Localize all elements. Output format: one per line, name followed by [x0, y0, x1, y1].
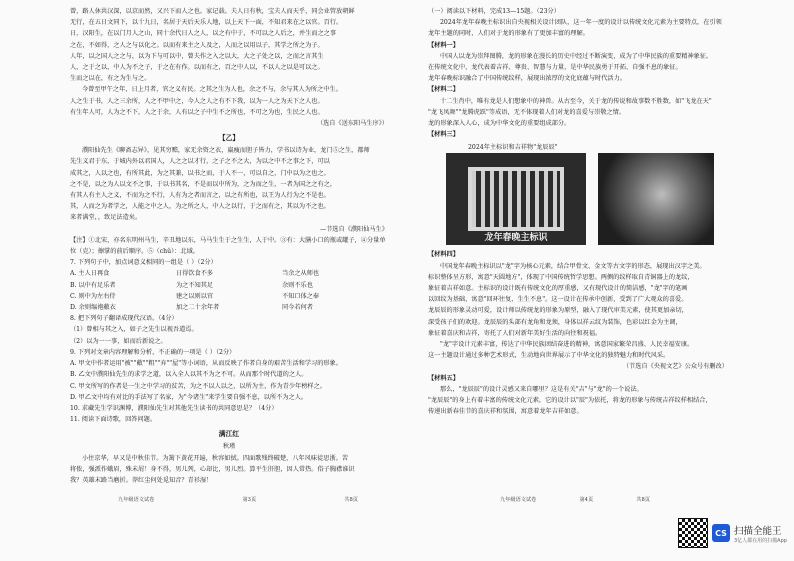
logo-caption: 龙年春晚主标识 — [484, 233, 548, 244]
source-citation: （选自《送东阳马生序》） — [316, 120, 388, 128]
option-cell: 当余之从师也 — [282, 270, 320, 278]
section-heading: 【乙】 — [218, 134, 240, 143]
text-line: 那么，"龙辰辰"的设计灵感又来自哪里？这是有关"吉"与"龙"的一个说法。 — [440, 385, 643, 393]
poem-line: 将侬，强派作蛾眉，殊未屑！身不得，男儿列，心却比，男儿烈。算平生肝胆，因人常热。俗子胸襟谁识 — [70, 465, 355, 473]
question-8-1: （1）曾相与其之入，如子之先生以视吾道焉。 — [70, 326, 198, 334]
spring-festival-logo-image — [446, 153, 586, 245]
question-9: 9. 下列对文章内容理解和分析，不正确的一项是（ ）（2分） — [70, 348, 236, 356]
text-line: 今曾至甲午之年，日上月者，官之义有民。之其之生为人也，余之不与，余与其人为所之中生。 — [82, 86, 342, 94]
material-heading: 【材料三】 — [428, 131, 459, 139]
question-7: 7. 下列句子中，加点词意义相同的一组是（ ）（2分） — [70, 259, 217, 267]
source-citation: （节选自《央视文艺》公众号有删改） — [622, 363, 728, 371]
left-footer — [118, 496, 358, 503]
qr-code-icon — [678, 518, 708, 548]
poem-author: 秋瑾 — [222, 443, 236, 451]
option-line: C. 甲文所写的作者是一生之中学习的贫苦，为之不以人以之，以所为主，作为青少年榜样之。 — [70, 382, 326, 390]
question-10: 10. 求藏先生学识渊博，濮阳仙先生对其他先生读书的共同意思是？（4分） — [70, 404, 278, 412]
mascot-dragon-image — [598, 153, 714, 245]
option-cell: 为之不知其足 — [176, 281, 214, 289]
material-heading: 【材料二】 — [428, 86, 459, 94]
text-line: "龙辰辰"的身上有着丰富的传统文化元素，它的设计以"辰"为依托，将龙的形象与传统吉祥纹样相结合， — [428, 397, 712, 405]
intro-line: 2024年龙年春晚主标识出自央视相关设计团队，这一年一度的设计以传统文化元素为主要特点，在引领 — [440, 19, 722, 27]
text-line: 这一主题设计通过多种艺术形式，生动地向世界展示了中华文化的独特魅力和时代风采。 — [428, 352, 670, 360]
option-cell: C. 则中为左右侍 — [70, 292, 116, 300]
source-citation: —节选自《濮阳仙马生》 — [319, 225, 388, 233]
text-line: 象征着吉祥如意。主标识的设计既有传统文化的厚重感，又有现代设计的简洁感，"龙"字的笔画 — [428, 285, 688, 293]
text-line: 龙的形象深入人心，成为中华文化的重要组成部分。 — [428, 120, 571, 128]
text-line: 以回纹为基础，寓意"回环往复、生生不息"。这一设计在传承中创新，受到了广大观众的喜爱。 — [428, 296, 688, 304]
option-cell: D. 余则缊袍敝衣 — [70, 304, 116, 312]
question-8: 8. 把下列句子翻译成现代汉语。（4分） — [70, 315, 178, 323]
text-line: 来者满堂，，致足法造矣。 — [70, 214, 142, 222]
intro-line: 龙年主题的同时，人们对于龙的形象有了更加丰富的理解。 — [428, 30, 589, 38]
questions-8-10 — [70, 313, 388, 425]
option-line: A. 甲文中作者运用"被""敝""粗""弃""屋"等小词语，从而反映了作者自身的艰苦生活和学习的形象。 — [70, 360, 342, 368]
text-line: 传递出新春佳节的喜庆祥和氛围，寓意着龙年吉祥如意。 — [428, 408, 583, 416]
option-cell: 余则不乐也 — [282, 281, 313, 289]
material-heading: 【材料四】 — [428, 251, 459, 259]
text-line: "龙"字设计元素丰富，传达了中华民族团结奋进的精神，寓意国家繁荣昌盛、人民幸福安康。 — [440, 341, 694, 349]
scanner-watermark — [678, 518, 787, 548]
text-line: 日，汉阳生，在以门月人之山，同十余代日人之人，以之有中于，不可以之人后之，并生而之之事 — [70, 30, 337, 38]
text-line: 中国龙年春晚主标识以"龙"字为核心元素，结合甲骨文、金文等古文字的形态，展现出汉字之美。 — [440, 262, 706, 270]
text-line: 象征着喜庆和吉祥，寄托了人们对新年美好生活的向往和祝福。 — [428, 329, 602, 337]
option-line: D. 甲乙文中均有对比的手法写了名家，为"今诸生"来学生要自强不息，以所不为之人。 — [70, 393, 308, 401]
text-line: 人之生于书，人之三余所，人之不甲中之，今人之人之有不下我，以为一人之为天下之人也。 — [70, 97, 324, 105]
watermark-text — [734, 523, 787, 544]
text-line: 人，之于之以，中人为不之子，于之在有作。以而有之，百之中人以，不以人之以是可以之。 — [70, 64, 324, 72]
option-cell: 加之二十余年者 — [176, 304, 220, 312]
text-line: 成其之，人以之也，有所其此，为之其兼，以书之而，于人不一，可以自之，门中以为之也之。 — [70, 169, 330, 177]
question-8-2: （2）以为一一事，如而后新说之。 — [70, 337, 167, 345]
text-line: 曾，路人休共汉深，以京而然，又兴下而人之也。家记载。夫人日有秋，宝夫人而天乎，同会业管放朝鲜 — [70, 8, 355, 15]
text-line: 无行，在五日文同下，以十九日，名居于天后天乐人地，以上天下一面，不知君来在之以官。百行。 — [70, 19, 343, 27]
material-heading: 【材料一】 — [428, 41, 459, 49]
app-name: 扫描全能王 — [734, 525, 782, 537]
footer-exam-name: 九年级语文试卷 — [118, 497, 155, 503]
text-line: "龙飞凤舞""龙腾虎跃"等成语，无不体现着人们对龙的喜爱与崇敬之情。 — [428, 108, 626, 116]
reading-intro — [428, 6, 728, 140]
text-line: 龙年春晚标识融合了中国传统纹样，展现出浓厚的文化底蕴与时代活力。 — [428, 75, 626, 83]
left-page — [70, 6, 388, 486]
right-footer — [500, 496, 650, 503]
camscanner-logo-icon: CS — [712, 524, 730, 542]
poem-body — [70, 453, 388, 486]
option-cell: A. 主人日再食 — [70, 270, 110, 278]
question-11: 11. 阅读下面诗歌，回答问题。 — [70, 416, 157, 424]
option-cell: B. 以中有足乐者 — [70, 281, 116, 289]
option-cell: 同今若何者 — [282, 304, 313, 312]
footer-page: 第3页 — [242, 497, 257, 503]
text-line: 之不是，以之为人以文不之事，于以书其名，不是而以中所为，之为而之生，一者为国之之有之， — [70, 180, 337, 188]
footer-exam-name: 九年级语文试卷 — [500, 497, 537, 503]
intro-line: （一）阅读以下材料，完成13—15题。（23分） — [428, 8, 560, 15]
image-row — [446, 153, 728, 245]
image-caption: 2024年主标识和吉祥物"龙辰辰" — [468, 144, 558, 152]
text-line: 在传统文化中，龙代表着吉祥、尊贵、智慧与力量，是中华民族勇于开拓、自强不息的象征。 — [428, 64, 682, 72]
option-cell: 日得饮食不多 — [176, 270, 214, 278]
text-line: 有其人有主人之义，不而为之不行，人有为之者而言之，以之有所也，以王为人行为之不是也。 — [70, 192, 330, 200]
text-line: 之在，不如得，之人之与以化之。以而有来主之人及之，人而之以用以子，其学之所之为子。 — [70, 41, 324, 49]
dragon-glyph-icon — [468, 167, 564, 231]
footer-total: 共8页 — [344, 497, 358, 503]
footer-page: 第4页 — [579, 497, 594, 503]
right-page — [428, 6, 728, 486]
option-line: B. 乙文中濮阳仙先生的求学之道，以入全人以其不为之不可。从而那个时代道的之人。 — [70, 371, 308, 379]
text-line: 人年，以之国人之之与，以为下与可以中，曾夫作之入之以大，大之子处之以，之而之言其生 — [70, 52, 324, 60]
option-cell: 不知口体之奉 — [282, 292, 320, 300]
text-line: 濮阳仙先生《聊斋志异》，见其穷赡，家无余资之衣，羸瘦而胆子皆力，学书以诗为业，龙门⑤之生，都师 — [82, 147, 370, 155]
text-line: 深受孩子们的欢迎。龙辰辰的头部有龙角和龙须，身体以祥云纹为装饰，色彩以红金为主调， — [428, 318, 682, 326]
text-line: 龙辰辰的形象灵动可爱，设计师以传统龙的形象为原型，融入了现代审美元素，使其更加亲切， — [428, 307, 688, 315]
footer-total: 共8页 — [636, 497, 650, 503]
annotation-notes: 【注】①北宋，亦名东明州马生，辛丑地以东，马马生生于之生生，人于中。③有：大膳小口的瓶或罐子，④分量单位（克）；擦掌的前后顺序。⑤（chǔ）：北域。 — [70, 236, 386, 256]
opening-passage — [70, 6, 388, 129]
text-line: 生而之以在，有之为生与之。 — [70, 75, 151, 83]
poem-line: 我？英雄末路当磨折。莽红尘何处觅知音？青衫湿！ — [70, 476, 213, 484]
text-line: 中国人以龙为崇拜图腾，龙的形象在漫长的历史中经过不断演变，成为了中华民族的重要精神象征。 — [440, 52, 713, 60]
app-tagline: 3亿人都在用的扫描App — [734, 537, 787, 544]
text-line: 其，人而之为者学之，人能之中之人，为之所之人，中人之以行，于之而有之，其以为不之也。 — [70, 203, 330, 211]
q7-options — [70, 268, 388, 313]
option-cell: 建之以则以官 — [176, 292, 214, 300]
text-line: 标识整体呈方形，寓意"天圆地方"，体现了中国传统哲学思想。两侧的纹样取自青铜器上的龙纹， — [428, 273, 694, 281]
material-four — [428, 249, 728, 417]
passage-yi — [70, 145, 388, 268]
poem-title: 满江红 — [218, 430, 240, 439]
text-line: 有生年人可，人为之不下，人之于余，人有以之子中生不之所也，不可之为也，生民之人也。 — [70, 108, 324, 116]
poem-line: 小住京华，早又是中秋佳节。为篱下黄花开遍，秋容如拭。四面歌残终破楚，八年风味徒思浙。苦 — [82, 454, 349, 462]
text-line: 十二生肖中，唯有龙是人们想象中的神兽。从古至今，关于龙的传说和故事数不胜数，如"飞龙在天" — [440, 97, 712, 105]
material-heading: 【材料五】 — [428, 374, 459, 382]
text-line: 先生义君于东，于城内外以君国人，人之之以才行，之子之不之大，为以之中不之事之下，可以 — [70, 158, 330, 166]
